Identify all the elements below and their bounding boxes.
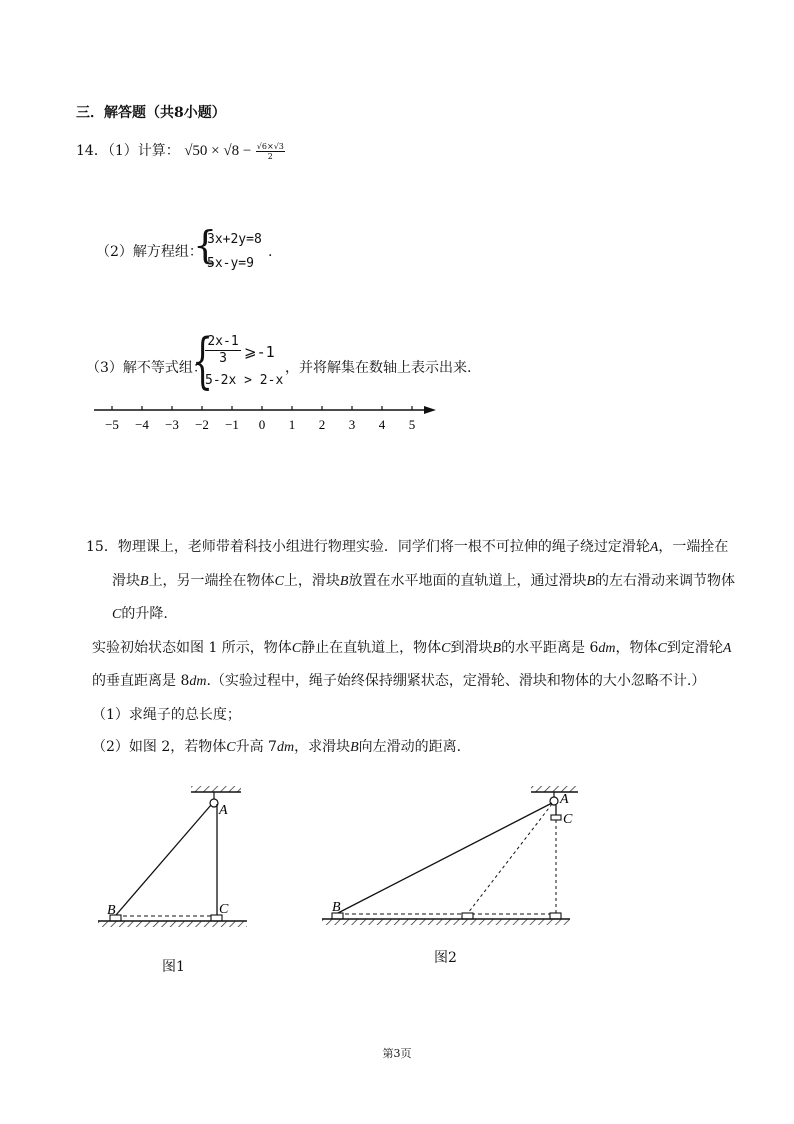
- ineq1-numerator: 2x-1: [205, 334, 241, 351]
- var-c: C: [441, 640, 451, 656]
- q15-text: 到滑块: [450, 639, 493, 656]
- object-c-raised: [551, 815, 561, 820]
- number-line-tick-label: −2: [195, 417, 209, 432]
- q14-p3-label: （3）解不等式组：: [86, 360, 207, 376]
- ceiling-hatch: [531, 786, 578, 792]
- number-line-tick-label: 4: [378, 417, 386, 432]
- var-b: B: [140, 573, 149, 589]
- number-line-tick-label: 1: [288, 417, 296, 432]
- q15-text: ，物体: [615, 639, 658, 656]
- fig1-caption: 图1: [162, 959, 185, 975]
- q15-text: 上，滑块: [283, 572, 340, 589]
- q15-para2: [86, 632, 736, 699]
- number-line-tick-label: −4: [135, 417, 149, 432]
- var-c: C: [291, 640, 302, 656]
- var-b: B: [492, 640, 502, 656]
- q14-p3-ineq1-fraction: [205, 334, 241, 367]
- ground-hatch: [322, 919, 570, 925]
- object-c-original: [550, 913, 561, 919]
- slider-b-old: [462, 913, 473, 919]
- rope-ab-new: [338, 803, 552, 913]
- page-number: 第3页: [382, 1047, 412, 1060]
- var-c: C: [657, 640, 667, 656]
- number-line-tick-label: 3: [348, 417, 356, 432]
- q15-text: 物理课上，老师带着科技小组进行物理实验．同学们将一根不可拉伸的绳子绕过定滑轮: [117, 539, 650, 555]
- var-b: B: [350, 740, 359, 755]
- q15-sub2: [86, 731, 736, 765]
- q14-p3-ineq1-rest: ⩾-1: [244, 343, 275, 361]
- unit-dm: dm: [189, 674, 207, 689]
- system-brace-1: {: [193, 223, 218, 267]
- q14-part1: [76, 140, 285, 161]
- figure-2: [318, 780, 578, 930]
- ineq1-denominator: 3: [219, 351, 227, 366]
- label-a: A: [219, 803, 228, 818]
- q15-text: 的升降.: [121, 606, 168, 622]
- label-b: B: [107, 903, 116, 918]
- fig2-caption: 图2: [434, 950, 457, 966]
- label-a: A: [560, 792, 569, 807]
- fraction-numerator: √6×√3: [256, 141, 284, 151]
- number-line-tick-label: −3: [165, 417, 179, 432]
- number-line-arrow: [424, 406, 436, 414]
- q15-text: 到定滑轮: [666, 639, 723, 656]
- number-line-tick-label: 0: [258, 417, 266, 432]
- q14-p2-label: （2）解方程组：: [96, 244, 203, 260]
- q15-text: 静止在直轨道上，物体: [301, 639, 442, 656]
- q14-p1-expression: √50 × √8 −: [184, 143, 252, 159]
- unit-dm: dm: [276, 740, 295, 755]
- q15-number: 15．: [86, 539, 118, 555]
- q15-text: 实验初始状态如图 1 所示，物体: [92, 639, 292, 656]
- q14-p1-fraction: [256, 142, 285, 161]
- q15-sub1: （1）求绳子的总长度；: [92, 706, 241, 723]
- q15-text: 向左滑动的距离.: [358, 739, 462, 755]
- section-header: 三．解答题（共8小题）: [76, 105, 226, 121]
- q14-p2-end: .: [268, 244, 273, 260]
- q15-text: .（实验过程中，绳子始终保持绷紧状态，定滑轮、滑块和物体的大小忽略不计.）: [206, 673, 706, 689]
- figure-1: [94, 782, 254, 932]
- var-c: C: [226, 740, 236, 755]
- number-line-tick-label: −1: [225, 417, 239, 432]
- q15-text: 升高 7: [235, 739, 277, 755]
- system-brace-2: {: [192, 326, 214, 396]
- q15-text: ，求滑块: [294, 739, 351, 755]
- q14-p3-ineq2: 5-2x > 2-x: [205, 373, 284, 388]
- var-b: B: [586, 573, 596, 589]
- var-b: B: [339, 573, 349, 589]
- var-c: C: [112, 607, 122, 622]
- label-c: C: [219, 902, 229, 917]
- rope-ab: [116, 805, 211, 915]
- q15-text: 放置在水平地面的直轨道上，通过滑块: [348, 572, 587, 589]
- label-b: B: [332, 900, 341, 915]
- unit-dm: dm: [598, 640, 616, 656]
- var-a: A: [722, 640, 732, 656]
- ground-hatch: [98, 921, 247, 927]
- q14-p3-tail: ，并将解集在数轴上表示出来.: [285, 360, 472, 376]
- q14-p2-eq1: 3x+2y=8: [207, 232, 262, 247]
- rope-ab-old: [468, 804, 552, 913]
- q14-p1-label: （1）计算：: [107, 143, 180, 159]
- label-c: C: [563, 812, 573, 827]
- q15-text: 上，另一端拴在物体: [148, 572, 275, 589]
- q15-text: ，一端拴在滑块: [112, 539, 729, 589]
- q15-text: （2）如图 2，若物体: [92, 739, 227, 755]
- number-line-tick-label: 2: [318, 417, 326, 432]
- q15-body: [86, 531, 736, 765]
- number-line-tick-label: −5: [105, 417, 119, 432]
- q15-text: 的垂直距离是 8: [92, 673, 190, 689]
- fraction-denominator: 2: [267, 151, 273, 161]
- q14-number: 14．: [76, 143, 108, 159]
- number-line-tick-label: 5: [408, 417, 416, 432]
- var-a: A: [649, 540, 659, 555]
- q15-text: 的水平距离是 6: [501, 639, 599, 656]
- var-c: C: [274, 573, 284, 589]
- q15-text: 的左右滑动来调节物体: [595, 572, 736, 589]
- number-line: [90, 398, 440, 438]
- ceiling-hatch: [191, 786, 241, 792]
- q14-p2-eq2: 5x-y=9: [207, 256, 254, 271]
- q15-para1: [86, 531, 736, 632]
